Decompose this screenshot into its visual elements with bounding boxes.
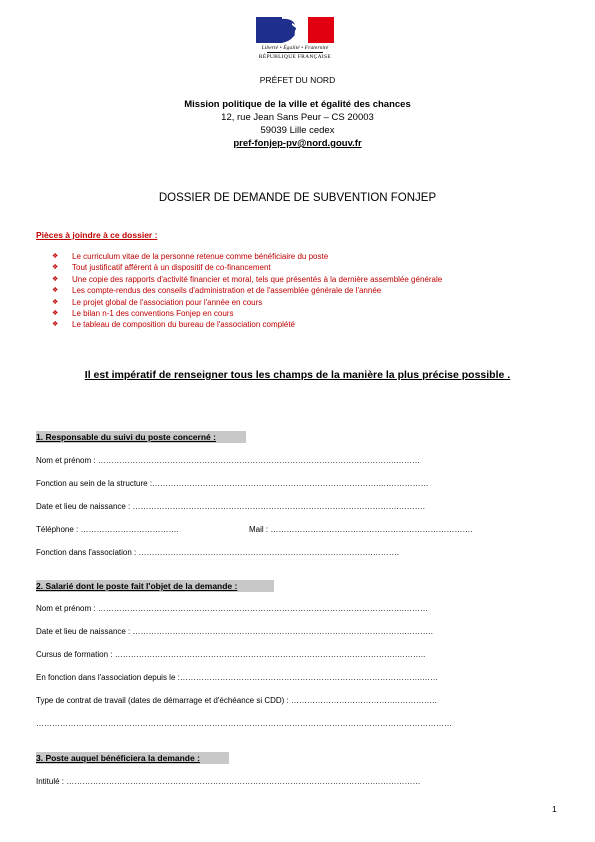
section-3-title: 3. Poste auquel bénéficiera la demande : [36,753,200,763]
salarie-nom-field[interactable]: Nom et prénom : …………………………………………………………………………………………………….……… [36,604,429,613]
marianne-flag-icon [256,17,334,43]
diamond-bullet-icon: ❖ [52,287,59,295]
section-3-heading [36,752,229,764]
responsable-fonction-association-field[interactable]: Fonction dans l'association : …………………………………………………………………………….………. [36,548,399,557]
republique-francaise-logo [256,17,334,60]
logo-country: RÉPUBLIQUE FRANÇAISE [258,53,332,60]
diamond-bullet-icon: ❖ [52,264,59,272]
list-item [52,319,442,330]
diamond-bullet-icon: ❖ [52,309,59,317]
salarie-contrat-field[interactable]: Type de contrat de travail (dates de démarrage et d'échéance si CDD) : ………………………………….…………… [36,696,438,705]
section-2-heading [36,580,274,592]
diamond-bullet-icon: ❖ [52,253,59,260]
prefet-heading: PRÉFET DU NORD [259,75,336,85]
marianne-profile-icon [282,17,308,43]
list-item [52,285,442,296]
list-item [52,297,442,308]
diamond-bullet-icon: ❖ [52,298,59,306]
logo-motto: Liberté • Égalité • Fraternité [261,45,329,51]
list-item-text: Le projet global de l'association pour l'année en cours [72,297,263,307]
list-item [52,274,442,285]
address-line-2: 59039 Lille cedex [260,125,335,136]
responsable-telephone-field[interactable]: Téléphone : ………………………………. [36,525,179,534]
pieces-list [52,251,442,331]
salarie-en-fonction-field[interactable]: En fonction dans l'association depuis le :……………………………………………………………………………….…… [36,673,439,682]
salarie-cursus-field[interactable]: Cursus de formation : …………………………………………………………………………………………….……….. [36,650,426,659]
list-item-text: Le curriculum vitae de la personne retenue comme bénéficiaire du poste [72,252,329,261]
diamond-bullet-icon: ❖ [52,275,59,283]
list-item [52,308,442,319]
mission-name: Mission politique de la ville et égalité des chances [184,99,411,110]
imperative-notice: Il est impératif de renseigner tous les champs de la manière la plus précise possible . [84,369,511,381]
contact-email-link[interactable]: pref-fonjep-pv@nord.gouv.fr [233,138,362,149]
poste-intitule-field[interactable]: Intitulé : …………………………………………………………………………………………………….……………… [36,777,421,786]
page-number: 1 [552,804,557,814]
list-item-text: Les compte-rendus des conseils d'administration et de l'assemblée générale de l'année [72,286,382,296]
section-2-title: 2. Salarié dont le poste fait l'objet de la demande : [36,581,238,591]
responsable-date-lieu-field[interactable]: Date et lieu de naissance : ……………………………………………………………………………………….………. [36,502,425,511]
salarie-date-lieu-field[interactable]: Date et lieu de naissance : ………………………………………………………………………………………….………. [36,627,433,636]
logo-divider [267,52,323,53]
pieces-title: Pièces à joindre à ce dossier : [36,230,158,240]
list-item [52,251,442,262]
diamond-bullet-icon: ❖ [52,321,59,329]
salarie-contrat-continuation-field[interactable]: ………………………………………………………………………………………………………………………………………… [36,719,452,728]
list-item [52,262,442,273]
address-line-1: 12, rue Jean Sans Peur – CS 20003 [221,112,374,123]
responsable-fonction-structure-field[interactable]: Fonction au sein de la structure :………………………………………………………………………….….…………… [36,479,429,488]
list-item-text: Le bilan n-1 des conventions Fonjep en cours [72,308,234,318]
list-item-text: Tout justificatif afférent à un dispositif de co-financement [72,263,271,273]
responsable-nom-field[interactable]: Nom et prénom : ………………………………………………………………………………………………….……… [36,456,421,465]
document-title: DOSSIER DE DEMANDE DE SUBVENTION FONJEP [158,192,437,204]
responsable-mail-field[interactable]: Mail : …………………………………………………………………. [249,525,473,534]
section-1-heading [36,431,246,443]
list-item-text: Une copie des rapports d'activité financier et moral, tels que présentés à la dernière assemblée générale [72,274,443,284]
list-item-text: Le tableau de composition du bureau de l'association complété [72,320,296,330]
section-1-title: 1. Responsable du suivi du poste concerné : [36,432,216,442]
